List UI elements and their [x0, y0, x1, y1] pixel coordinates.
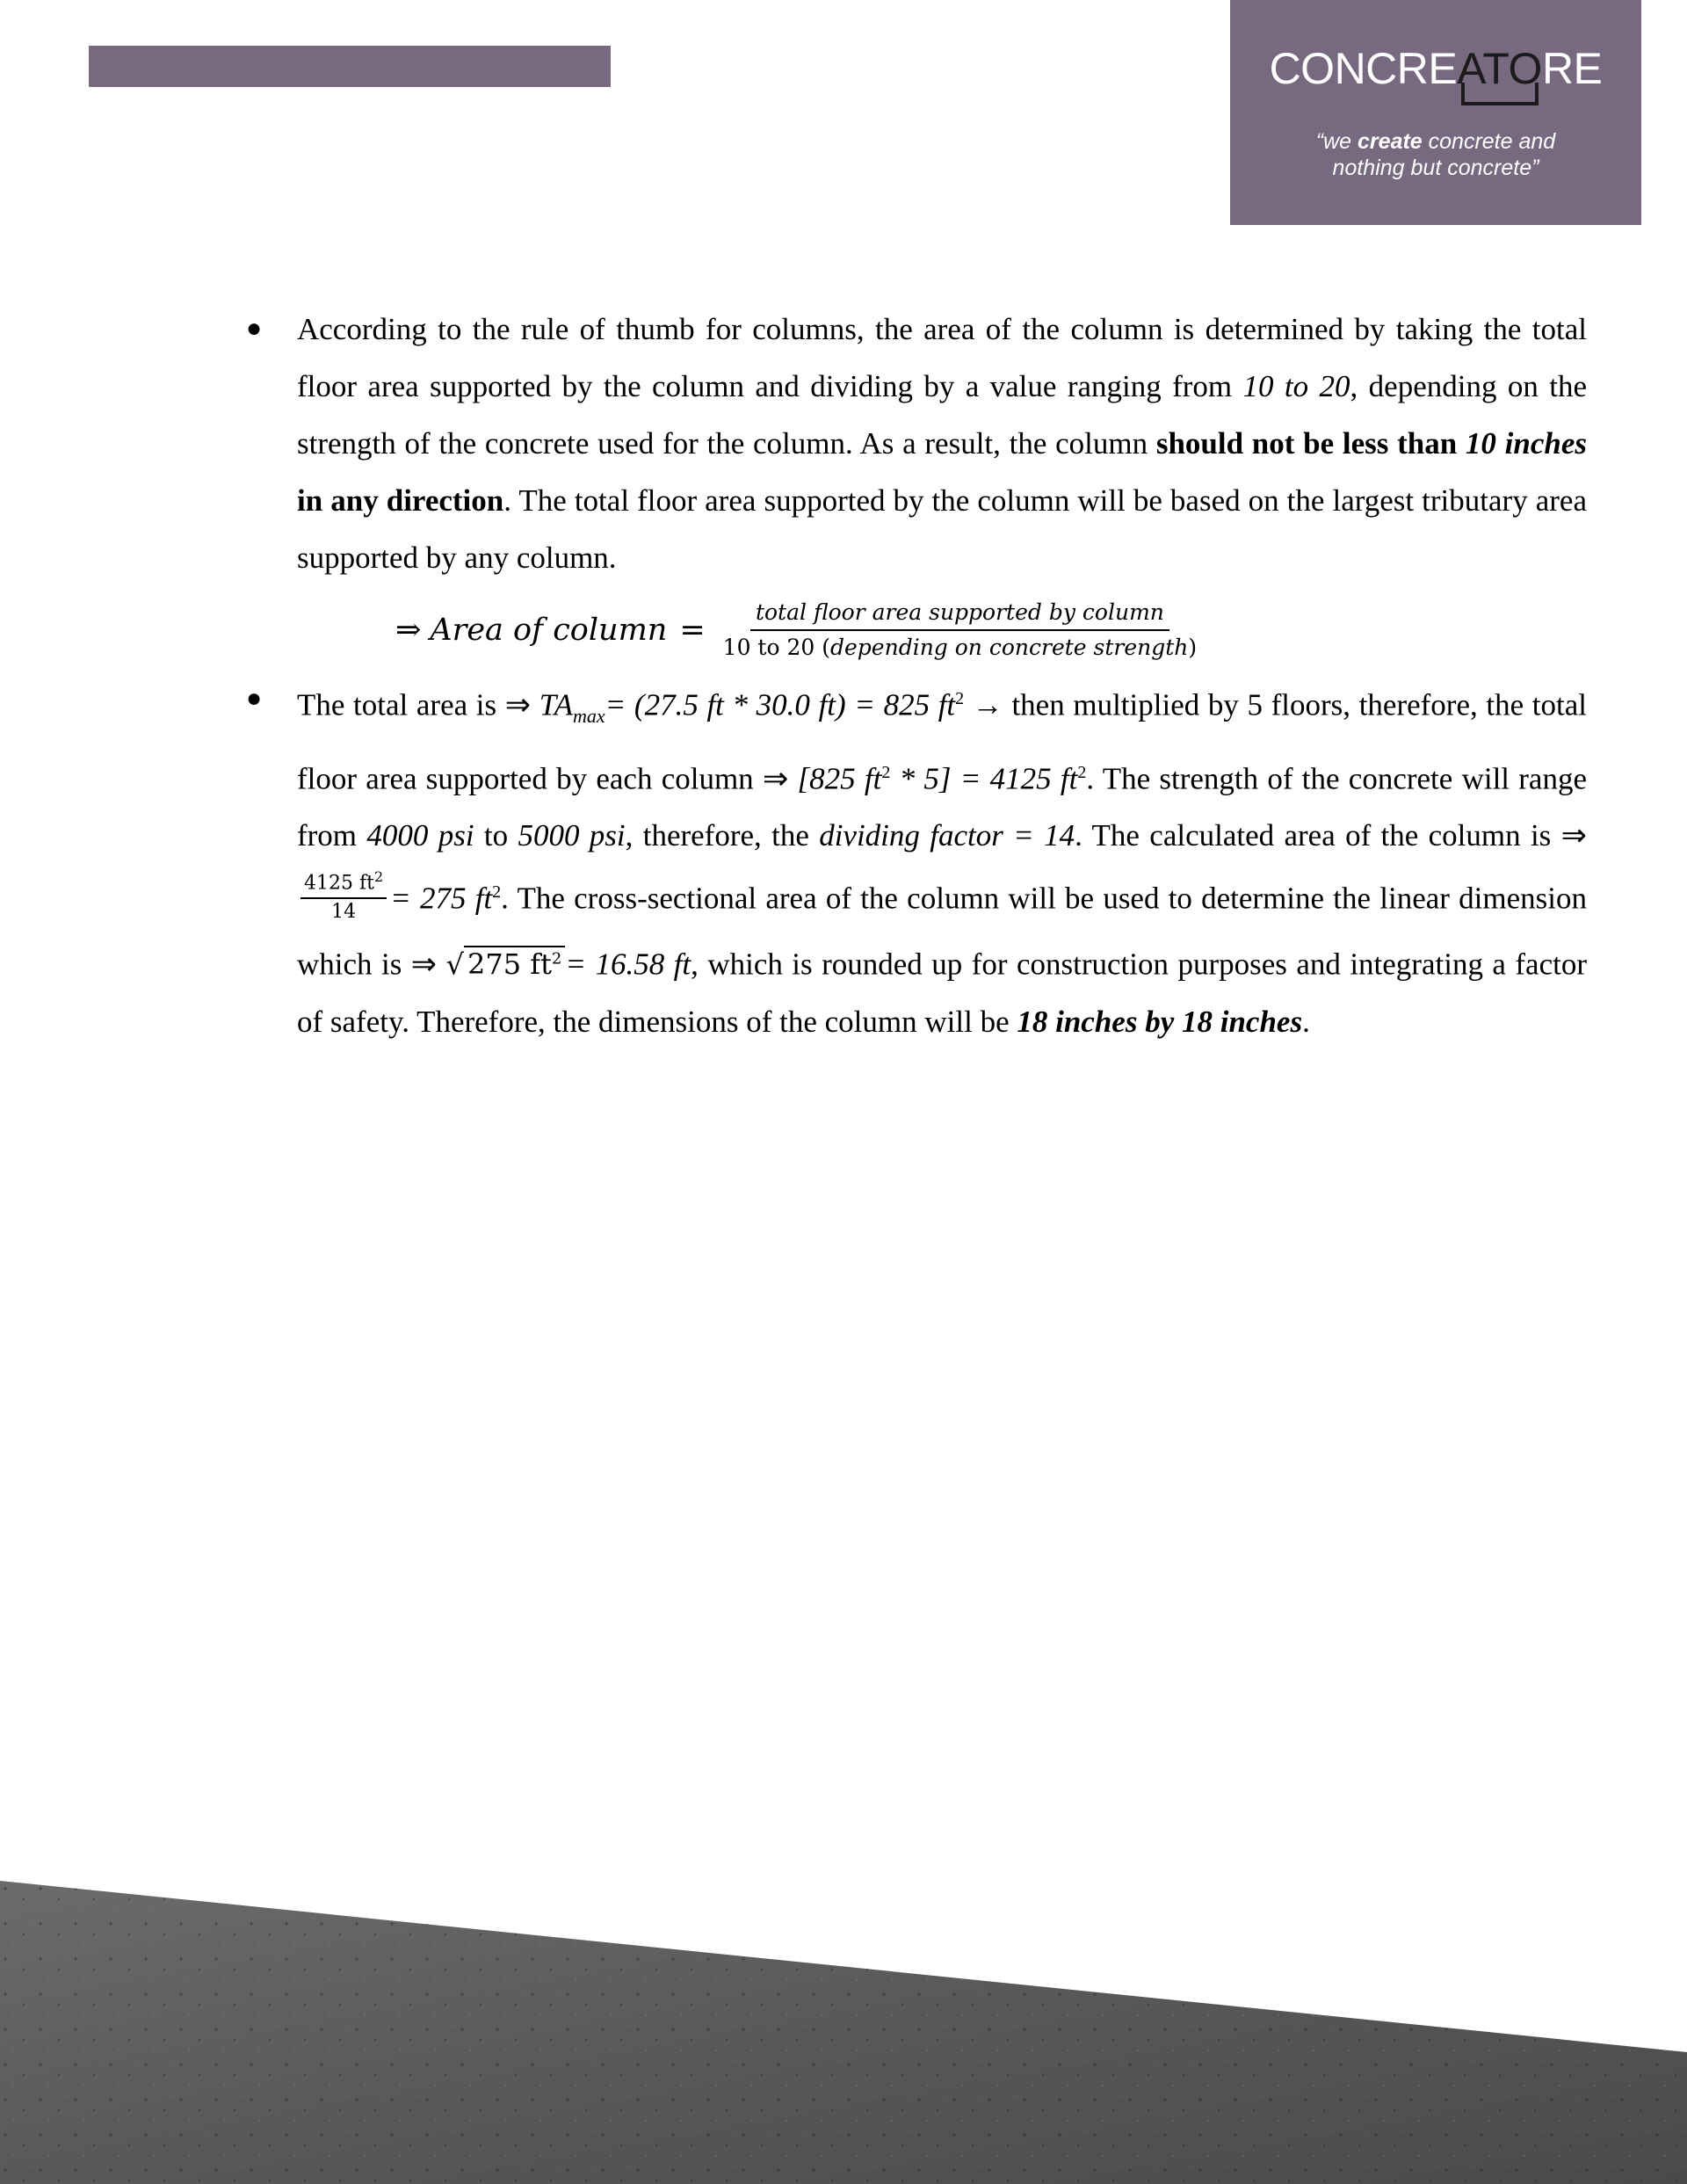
concrete-texture-footer [0, 1881, 1687, 2184]
inline-fraction: $\frac{4125 ft^2}{14}$ [300, 866, 387, 923]
formula-area-of-column: ⇒ Area of column = $\frac{\text{total floor area supported by column}}{\text{10 to 20 (depending on concrete strength)}}$ [395, 599, 1202, 661]
paragraph-calculation: The total area is ⇒ $TA_{max}= (27.5$ ft * 30.0 ft) = 825 $ft^2$ → then multiplied by 5 floors, therefore, the total floor area supported by each column ⇒ [825 $ft^2 * 5] = 4125$ $ft^2$. The strength of the concrete will range from 4000 psi to 5000 psi, therefore, the dividing factor = 14. The calculated area of the column is ⇒ $\frac{4125 ft^2}{14}$ = 275 $ft^2$. The cross-sectional area of the column will be used to determine the linear dimension which is ⇒ √ 275 $ft^2 = 16.58$ ft, which is rounded up for construction purposes and integrating a factor of safety. Therefore, the dimensions of the column will be 18 inches by 18 inches. [297, 687, 1588, 1040]
square-root: √ 275 $ft^2$ [446, 931, 566, 994]
brand-block [1230, 0, 1641, 225]
bullet-marker: ● [246, 314, 263, 343]
brand-logo: CONCREATORE [1269, 44, 1603, 93]
bullet-marker: ● [246, 684, 263, 713]
logo-bracket-icon [1460, 83, 1539, 107]
brand-tagline: “we create concrete and nothing but concrete” [1315, 129, 1556, 180]
header-accent-bar [89, 46, 611, 87]
formula-fraction: $\frac{\text{total floor area supported by column}}{\text{10 to 20 (depending on concrete strength)}}$ [722, 599, 1198, 660]
paragraph-column-rule: According to the rule of thumb for columns, the area of the column is determined by taking the total floor area supported by the column and dividing by a value ranging from 10 to 20, depending on the strength of the concrete used for the column. As a result, the column should not be less than 10 inches in any direction. The total floor area supported by the column will be based on the largest tributary area supported by any column. [297, 312, 1587, 575]
